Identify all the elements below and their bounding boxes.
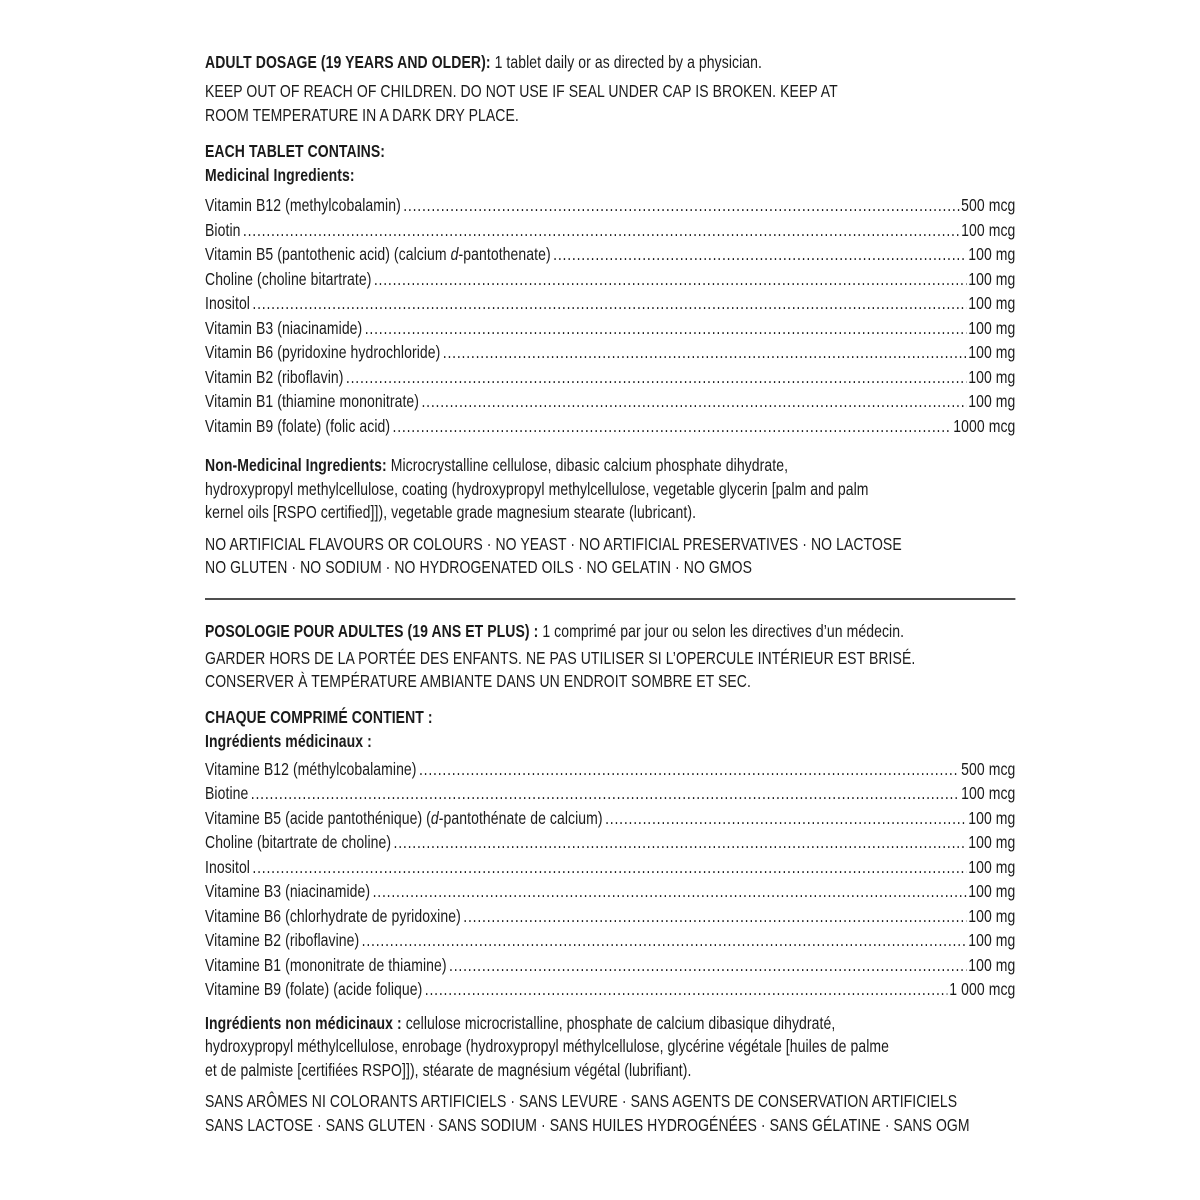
dot-leader [252, 291, 966, 316]
ingredient-row [205, 757, 1015, 782]
ingredient-name: Vitamin B3 (niacinamide) [205, 317, 363, 338]
non-medicinal-text: cellulose microcristalline, phosphate de calcium dibasique dihydraté, [405, 1012, 836, 1033]
text-line: SANS ARÔMES NI COLORANTS ARTIFICIELS · SANS LEVURE · SANS AGENTS DE CONSERVATION ARTIFICIELS [205, 1091, 958, 1111]
ingredient-row [205, 879, 1015, 904]
non-medicinal-text: Microcrystalline cellulose, dibasic calcium phosphate dihydrate, [390, 455, 789, 475]
ingredient-value: 100 mcg [961, 219, 1016, 240]
non-medicinal-heading-en: Non-Medicinal Ingredients: [205, 455, 387, 475]
dot-leader [243, 218, 960, 243]
text-line: GARDER HORS DE LA PORTÉE DES ENFANTS. NE PAS UTILISER SI L’OPERCULE INTÉRIEUR EST BRISÉ. [205, 647, 916, 668]
adult-dosage-line [205, 50, 1015, 74]
ingredient-row [205, 806, 1015, 831]
non-medicinal-rest-en [205, 478, 1015, 525]
text-line [205, 454, 1015, 478]
dot-leader [393, 414, 952, 439]
text-line: CONSERVER À TEMPÉRATURE AMBIANTE DANS UN ENDROIT SOMBRE ET SEC. [205, 671, 751, 691]
ingredient-row [205, 904, 1015, 929]
dot-leader [425, 977, 948, 1002]
ingredient-value: 100 mg [968, 366, 1016, 387]
ingredient-row [205, 977, 1015, 1002]
non-medicinal-paragraph-en [205, 454, 1015, 525]
dot-leader [362, 928, 967, 953]
ingredient-value: 1 000 mcg [949, 979, 1016, 999]
ingredient-value: 100 mg [968, 930, 1016, 950]
ingredient-value: 100 mg [968, 905, 1016, 926]
dot-leader [365, 316, 967, 341]
each-tablet-contains-heading: EACH TABLET CONTAINS: [205, 141, 386, 161]
ingredient-row [205, 389, 1015, 414]
dot-leader [463, 904, 966, 929]
text-line: hydroxypropyl methylcellulose, coating (hydroxypropyl methylcellulose, vegetable glycerin [palm and palm [205, 478, 869, 499]
ingredient-row [205, 340, 1015, 365]
ingredient-row [205, 218, 1015, 243]
ingredient-value: 100 mcg [961, 783, 1016, 803]
ingredient-name: Vitamine B9 (folate) (acide folique) [205, 979, 423, 999]
dot-leader [346, 365, 967, 390]
non-medicinal-paragraph-fr [205, 1012, 1015, 1083]
ingredient-row [205, 365, 1015, 390]
ingredient-value: 100 mg [968, 268, 1016, 289]
free-from-claims-fr [205, 1090, 1015, 1137]
non-medicinal-rest-fr [205, 1035, 1015, 1082]
text-line: kernel oils [RSPO certified]]), vegetable grade magnesium stearate (lubricant). [205, 502, 697, 522]
dot-leader [403, 193, 959, 218]
adult-dosage-text: 1 tablet daily or as directed by a physician. [494, 52, 762, 72]
ingredient-row [205, 193, 1015, 218]
ingredients-medicinaux-heading: Ingrédients médicinaux : [205, 730, 372, 751]
ingredient-name: Biotine [205, 783, 249, 803]
medicinal-ingredients-list-en [205, 193, 1015, 438]
dot-leader [373, 879, 967, 904]
ingredient-row [205, 291, 1015, 316]
ingredient-name: Vitamine B1 (mononitrate de thiamine) [205, 954, 447, 975]
dot-leader [443, 340, 967, 365]
non-medicinal-heading-fr: Ingrédients non médicinaux : [205, 1012, 402, 1033]
text-line: NO ARTIFICIAL FLAVOURS OR COLOURS · NO YEAST · NO ARTIFICIAL PRESERVATIVES · NO LACTOSE [205, 533, 902, 554]
ingredient-row [205, 830, 1015, 855]
text-line: ROOM TEMPERATURE IN A DARK DRY PLACE. [205, 104, 519, 125]
french-section [205, 619, 1015, 1138]
ingredient-name: Vitamine B12 (méthylcobalamine) [205, 758, 417, 779]
ingredient-value: 100 mg [968, 317, 1016, 338]
posologie-heading: POSOLOGIE POUR ADULTES (19 ANS ET PLUS) : [205, 620, 539, 641]
dot-leader [251, 781, 960, 806]
ingredient-name: Vitamine B6 (chlorhydrate de pyridoxine) [205, 905, 461, 926]
text-line [205, 1012, 1015, 1036]
storage-warning-fr [205, 647, 1015, 694]
text-line: SANS LACTOSE · SANS GLUTEN · SANS SODIUM · SANS HUILES HYDROGÉNÉES · SANS GÉLATINE · SANS OGM [205, 1114, 970, 1135]
ingredient-name: Vitamine B3 (niacinamide) [205, 881, 371, 901]
dot-leader [252, 855, 966, 880]
ingredient-value: 500 mcg [961, 195, 1016, 215]
adult-dosage-heading: ADULT DOSAGE (19 YEARS AND OLDER): [205, 52, 491, 72]
ingredient-row [205, 953, 1015, 978]
ingredient-value: 100 mg [968, 391, 1016, 411]
ingredient-name: Choline (choline bitartrate) [205, 268, 372, 289]
text-line: et de palmiste [certifiées RSPO]]), stéarate de magnésium végétal (lubrifiant). [205, 1059, 692, 1080]
ingredient-value: 100 mg [968, 832, 1016, 852]
ingredient-name: Vitamin B6 (pyridoxine hydrochloride) [205, 342, 441, 362]
ingredient-value: 500 mcg [961, 758, 1016, 779]
ingredient-row [205, 267, 1015, 292]
ingredient-name: Vitamine B5 (acide pantothénique) (d-pantothénate de calcium) [205, 807, 603, 828]
ingredient-value: 100 mg [968, 807, 1016, 828]
medicinal-ingredients-list-fr [205, 757, 1015, 1002]
posologie-text: 1 comprimé par jour ou selon les directives d’un médecin. [542, 620, 905, 641]
ingredient-value: 1000 mcg [953, 415, 1016, 436]
ingredient-value: 100 mg [968, 881, 1016, 901]
ingredient-row [205, 928, 1015, 953]
ingredient-value: 100 mg [968, 856, 1016, 877]
ingredient-name: Choline (bitartrate de choline) [205, 832, 392, 852]
ingredient-row [205, 414, 1015, 439]
dot-leader [421, 389, 966, 414]
ingredient-row [205, 781, 1015, 806]
dot-leader [394, 830, 967, 855]
ingredient-row [205, 316, 1015, 341]
ingredient-name: Vitamin B12 (methylcobalamin) [205, 195, 401, 215]
ingredient-value: 100 mg [968, 954, 1016, 975]
dot-leader [449, 953, 967, 978]
ingredient-name: Vitamin B9 (folate) (folic acid) [205, 415, 391, 436]
free-from-claims-en [205, 533, 1015, 580]
ingredient-name: Vitamin B1 (thiamine mononitrate) [205, 391, 420, 411]
text-line: NO GLUTEN · NO SODIUM · NO HYDROGENATED OILS · NO GELATIN · NO GMOS [205, 557, 752, 577]
ingredient-name: Inositol [205, 856, 250, 877]
ingredient-name: Vitamin B2 (riboflavin) [205, 366, 344, 387]
ingredient-value: 100 mg [968, 342, 1016, 362]
english-section [205, 50, 1015, 580]
ingredient-row [205, 855, 1015, 880]
text-line: KEEP OUT OF REACH OF CHILDREN. DO NOT USE IF SEAL UNDER CAP IS BROKEN. KEEP AT [205, 81, 838, 101]
dot-leader [605, 806, 967, 831]
ingredient-name: Inositol [205, 293, 250, 313]
dot-leader [553, 242, 966, 267]
label-content [205, 50, 1015, 1137]
ingredient-name: Vitamine B2 (riboflavine) [205, 930, 360, 950]
dot-leader [374, 267, 967, 292]
posologie-line [205, 619, 1015, 643]
medicinal-ingredients-heading: Medicinal Ingredients: [205, 165, 355, 185]
chaque-comprime-heading: CHAQUE COMPRIMÉ CONTIENT : [205, 706, 433, 727]
ingredient-name: Vitamin B5 (pantothenic acid) (calcium d-pantothenate) [205, 244, 551, 264]
ingredient-row [205, 242, 1015, 267]
storage-warning-en [205, 80, 1015, 127]
ingredient-value: 100 mg [968, 244, 1016, 264]
text-line: hydroxypropyl méthylcellulose, enrobage (hydroxypropyl méthylcellulose, glycérine végétale [huiles de palme [205, 1036, 890, 1056]
section-divider [205, 598, 1015, 600]
ingredient-name: Biotin [205, 219, 241, 240]
ingredient-value: 100 mg [968, 293, 1016, 313]
dot-leader [419, 757, 960, 782]
